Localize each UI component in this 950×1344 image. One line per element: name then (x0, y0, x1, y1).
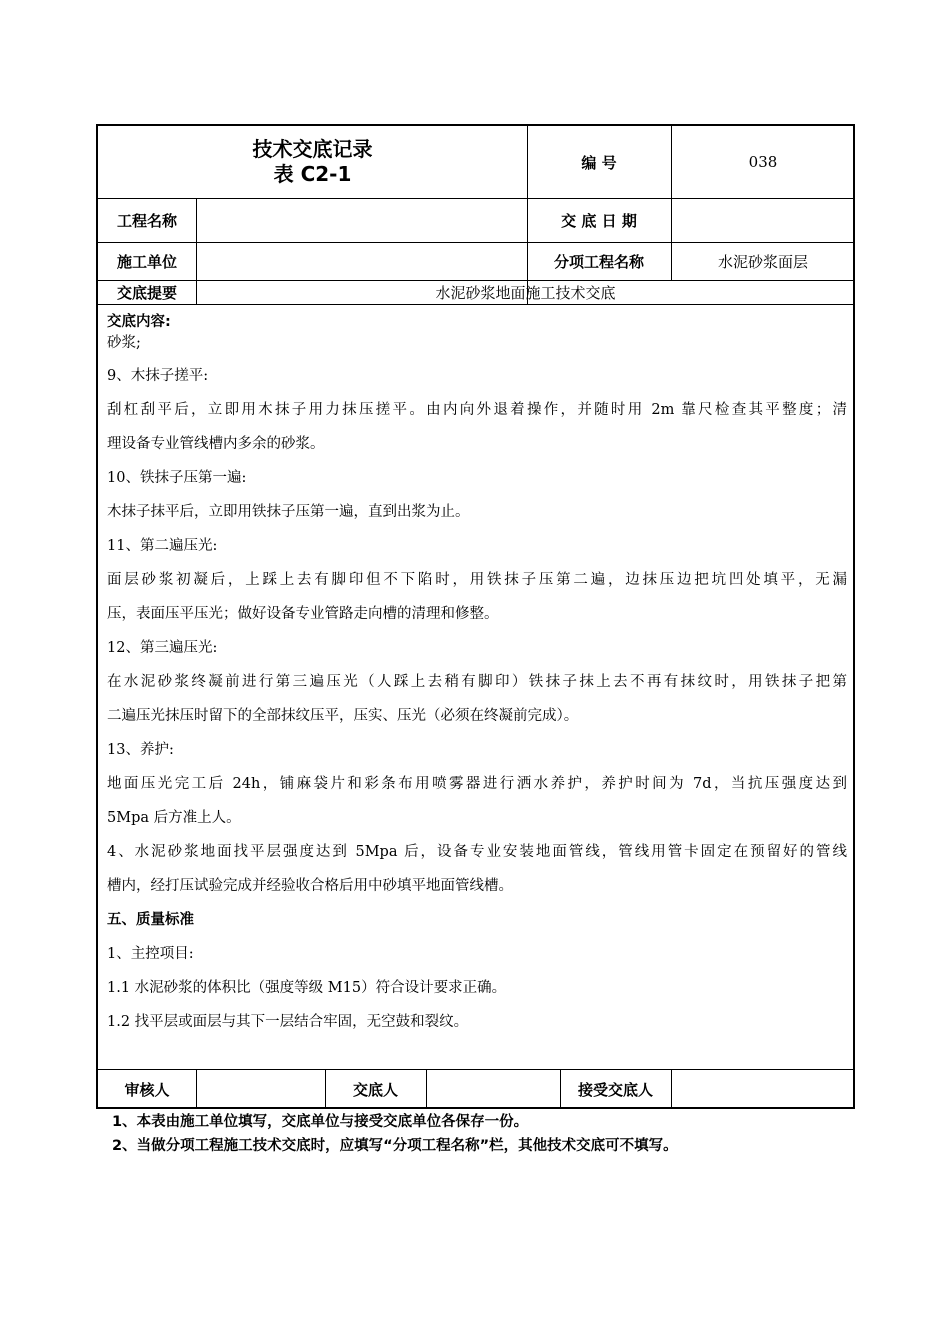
content-line: 刮杠刮平后，立即用木抹子用力抹压搓平。由内向外退着操作，并随时用 2m 靠尺检查其平整度；清 (107, 402, 847, 418)
content-line: 1.2 找平层或面层与其下一层结合牢固，无空鼓和裂纹。 (107, 1014, 469, 1030)
disclosure-content (107, 311, 847, 1039)
unit-field[interactable] (196, 242, 527, 280)
number-value[interactable]: 038 (748, 153, 778, 171)
project-name-label: 工程名称 (116, 211, 177, 230)
date-field[interactable] (671, 198, 855, 242)
reviewer-field[interactable] (196, 1069, 325, 1109)
content-line: 理设备专业管线槽内多余的砂浆。 (107, 436, 325, 452)
summary-field[interactable]: 水泥砂浆地面施工技术交底 (435, 283, 616, 302)
content-section-heading: 五、质量标准 (107, 912, 194, 928)
content-heading: 交底内容: (107, 314, 171, 330)
content-line: 面层砂浆初凝后，上踩上去有脚印但不下陷时，用铁抹子压第二遍，边抹压边把坑凹处填平，无漏 (107, 572, 847, 588)
unit-label: 施工单位 (116, 252, 177, 271)
content-line: 1.1 水泥砂浆的体积比（强度等级 M15）符合设计要求正确。 (107, 980, 507, 996)
receiver-field[interactable] (671, 1069, 855, 1109)
content-line: 4、水泥砂浆地面找平层强度达到 5Mpa 后，设备专业安装地面管线，管线用管卡固定在预留好的管线 (107, 844, 847, 860)
footnote: 1、本表由施工单位填写，交底单位与接受交底单位各保存一份。 (112, 1114, 529, 1130)
footnote: 2、当做分项工程施工技术交底时，应填写“分项工程名称”栏，其他技术交底可不填写。 (112, 1138, 678, 1154)
presenter-label: 交底人 (352, 1080, 398, 1099)
content-line: 12、第三遍压光: (107, 640, 218, 656)
presenter-field[interactable] (426, 1069, 560, 1109)
number-label: 编 号 (581, 153, 617, 172)
content-line: 9、木抹子搓平: (107, 368, 209, 384)
content-line: 二遍压光抹压时留下的全部抹纹压平，压实、压光（必须在终凝前完成）。 (107, 708, 579, 724)
content-line: 5Mpa 后方准上人。 (107, 810, 241, 826)
content-line: 11、第二遍压光: (107, 538, 218, 554)
content-line: 1、主控项目: (107, 946, 194, 962)
summary-label: 交底提要 (116, 283, 177, 302)
content-line: 压，表面压平压光；做好设备专业管路走向槽的清理和修整。 (107, 606, 499, 622)
row-divider (98, 304, 853, 305)
receiver-label: 接受交底人 (577, 1080, 653, 1099)
footnotes (112, 1110, 678, 1158)
sub-project-label: 分项工程名称 (553, 252, 644, 271)
sub-project-field[interactable]: 水泥砂浆面层 (717, 252, 808, 271)
form-title-line1: 技术交底记录 (252, 137, 373, 161)
content-line: 砂浆; (107, 335, 141, 351)
content-line: 13、养护: (107, 742, 174, 758)
content-line: 槽内，经打压试验完成并经验收合格后用中砂填平地面管线槽。 (107, 878, 513, 894)
content-line: 地面压光完工后 24h，铺麻袋片和彩条布用喷雾器进行洒水养护，养护时间为 7d，当抗压强度达到 (107, 776, 847, 792)
date-label: 交 底 日 期 (561, 211, 637, 230)
form-title-line2: 表 C2-1 (273, 162, 352, 186)
content-line: 在水泥砂浆终凝前进行第三遍压光（人踩上去稍有脚印）铁抹子抹上去不再有抹纹时，用铁抹子把第 (107, 674, 847, 690)
project-name-field[interactable] (196, 198, 527, 242)
reviewer-label: 审核人 (124, 1080, 170, 1099)
content-line: 木抹子抹平后，立即用铁抹子压第一遍，直到出浆为止。 (107, 504, 470, 520)
technical-disclosure-form (96, 124, 855, 1109)
content-line: 10、铁抹子压第一遍: (107, 470, 247, 486)
form-title (98, 126, 527, 198)
